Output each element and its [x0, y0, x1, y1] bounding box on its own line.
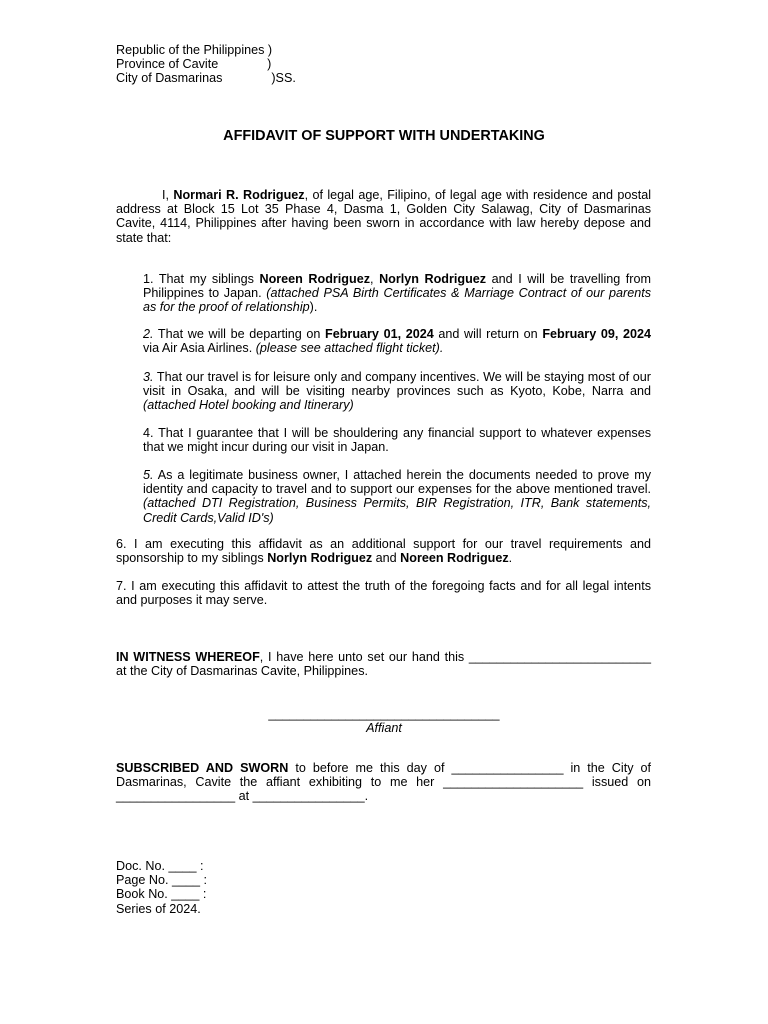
affiant-label: Affiant: [366, 721, 402, 735]
item-5-note: (attached DTI Registration, Business Permits, BIR Registration, ITR, Bank statements, Credit Cards,Valid ID's): [143, 496, 651, 525]
item-6-text-2: and: [372, 551, 401, 566]
item-5-number: 5.: [143, 468, 154, 482]
signature-line: _________________________________: [268, 707, 500, 721]
item-4: 4. That I guarantee that I will be shouldering any financial support to whatever expenses that we might incur during our visit in Japan.: [143, 426, 651, 455]
venue-line-republic: Republic of the Philippines ): [116, 43, 273, 57]
affiant-name: Normari R. Rodriguez: [173, 188, 305, 202]
page-no: Page No. ____ :: [116, 873, 208, 888]
item-2-number: 2.: [143, 327, 154, 341]
item-6-sibling-norlyn: Norlyn Rodriguez: [267, 551, 373, 566]
affiant-signature-block: [262, 707, 506, 735]
series-year: Series of 2024.: [116, 901, 201, 916]
jurat-lead: SUBSCRIBED AND SWORN: [116, 761, 289, 775]
intro-paragraph: [116, 188, 651, 245]
item-1-text-2: ,: [370, 272, 380, 286]
jurat-paragraph: [116, 761, 651, 804]
item-1-text-3: and I will be travelling from Philippines to Japan.: [143, 272, 651, 301]
item-2-note: (please see attached flight ticket).: [255, 341, 444, 356]
item-2-text-2: and will return on: [433, 327, 543, 341]
item-2-text-1: That we will be departing on: [153, 327, 326, 341]
item-6-text-1: 6. I am executing this affidavit as an additional support for our travel requirements and sponsorship to my siblings: [116, 537, 651, 566]
witness-lead: IN WITNESS WHEREOF: [116, 650, 260, 664]
item-5: [143, 468, 651, 525]
witness-text: , I have here unto set our hand this __________________________ at the City of Dasmarinas Cavite, Philippines.: [116, 650, 651, 679]
sibling-name-noreen: Noreen Rodriguez: [259, 272, 370, 286]
item-1-text-1: 1. That my siblings: [143, 272, 260, 286]
item-3: [143, 370, 651, 413]
item-1-end: ).: [309, 300, 318, 315]
departure-date: February 01, 2024: [325, 327, 434, 341]
item-6-sibling-noreen: Noreen Rodriguez: [400, 551, 509, 566]
intro-text-1: I,: [162, 188, 174, 202]
book-no: Book No. ____ :: [116, 887, 207, 902]
sibling-name-norlyn: Norlyn Rodriguez: [379, 272, 487, 286]
item-2-text-3: via Air Asia Airlines.: [143, 341, 256, 356]
item-3-note: (attached Hotel booking and Itinerary): [143, 398, 354, 413]
item-6-text-3: .: [508, 551, 513, 566]
return-date: February 09, 2024: [542, 327, 651, 341]
notary-register: [116, 859, 651, 916]
venue-line-province: Province of Cavite ): [116, 57, 272, 72]
item-1-note: (attached PSA Birth Certificates & Marriage Contract of our parents as for the proof of relationship: [143, 286, 651, 315]
intro-text-2: , of legal age, Filipino, of legal age with residence and postal address at Block 15 Lot 35 Phase 4, Dasma 1, Golden City Salawag, City of Dasmarinas Cavite, 4114, Philippines after having been sworn in accordance with law hereby depose and state that:: [116, 188, 652, 245]
doc-no: Doc. No. ____ :: [116, 859, 204, 873]
item-1: [143, 272, 651, 315]
document-title: AFFIDAVIT OF SUPPORT WITH UNDERTAKING: [223, 128, 545, 144]
item-6: [116, 537, 651, 565]
venue-block: [116, 43, 651, 86]
item-3-text-1: That our travel is for leisure only and company incentives. We will be staying most of our visit in Osaka, and will be visiting nearby provinces such as Kyoto, Kobe, Narra and: [143, 370, 651, 399]
jurat-text: to before me this day of ________________ in the City of Dasmarinas, Cavite the affiant exhibiting to me her ____________________ issued on _________________ at ________________.: [116, 761, 651, 804]
item-7: 7. I am executing this affidavit to attest the truth of the foregoing facts and for all legal intents and purposes it may serve.: [116, 579, 651, 608]
witness-paragraph: [116, 650, 651, 678]
item-5-text-1: As a legitimate business owner, I attached herein the documents needed to prove my identity and capacity to travel and to support our expenses for the above mentioned travel.: [143, 468, 651, 497]
item-2: [143, 327, 651, 355]
item-3-number: 3.: [143, 370, 154, 384]
venue-line-city: City of Dasmarinas )SS.: [116, 71, 296, 86]
